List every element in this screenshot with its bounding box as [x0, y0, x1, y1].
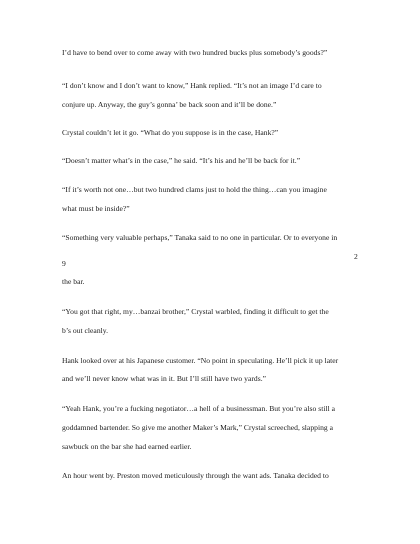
- page-number: 2: [354, 252, 358, 261]
- text-line: An hour went by. Preston moved meticulously through the want ads. Tanaka decided to: [62, 471, 329, 480]
- page-number-continued: 9: [62, 259, 66, 268]
- text-line: “Something very valuable perhaps,” Tanaka said to no one in particular. Or to everyone in: [62, 233, 338, 242]
- text-line: “You got that right, my…banzai brother,” Crystal warbled, finding it difficult to get the: [62, 307, 329, 316]
- text-line: “Yeah Hank, you’re a fucking negotiator…a hell of a businessman. But you’re also still a: [62, 404, 336, 413]
- text-line: and we’ll never know what was in it. But I’ll still have two yards.”: [62, 374, 267, 383]
- text-line: what must be inside?”: [62, 204, 130, 213]
- text-line: Hank looked over at his Japanese customer. “No point in speculating. He’ll pick it up later: [62, 356, 339, 365]
- text-line: “If it’s worth not one…but two hundred clams just to hold the thing…can you imagine: [62, 185, 327, 194]
- text-line: “Doesn’t matter what’s in the case,” he said. “It’s his and he’ll be back for it.”: [62, 156, 301, 165]
- text-line: conjure up. Anyway, the guy’s gonna’ be back soon and it’ll be done.”: [62, 100, 277, 109]
- text-line: I’d have to bend over to come away with two hundred bucks plus somebody’s goods?”: [62, 48, 328, 57]
- text-line: goddamned bartender. So give me another Maker’s Mark,” Crystal screeched, slapping a: [62, 423, 334, 432]
- text-line: b’s out cleanly.: [62, 326, 109, 335]
- text-line: Crystal couldn’t let it go. “What do you suppose is in the case, Hank?”: [62, 128, 279, 137]
- text-line: “I don’t know and I don’t want to know,” Hank replied. “It’s not an image I’d care to: [62, 81, 322, 90]
- text-line: the bar.: [62, 277, 85, 286]
- text-line: sawbuck on the bar she had earned earlier.: [62, 442, 192, 451]
